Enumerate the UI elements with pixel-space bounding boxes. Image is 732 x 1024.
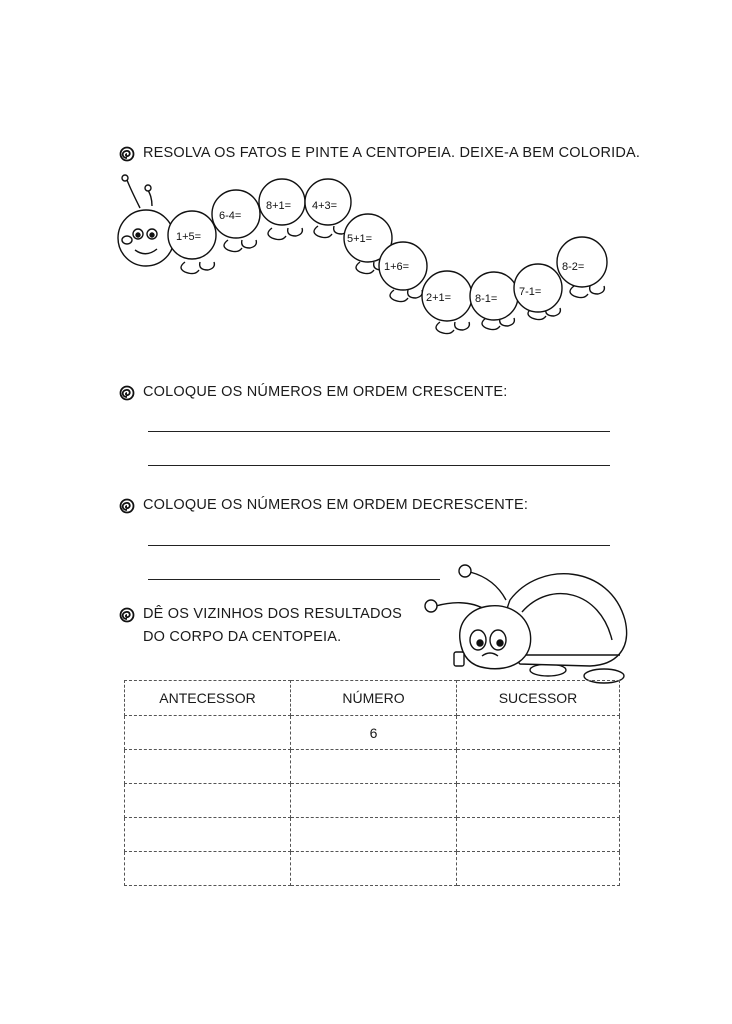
table-cell[interactable] bbox=[125, 852, 291, 886]
fact-text: 1+6= bbox=[384, 261, 410, 273]
fact-text: 8-2= bbox=[562, 261, 585, 273]
instruction-text bbox=[143, 603, 402, 649]
table-row bbox=[125, 750, 620, 784]
instruction-text: COLOQUE OS NÚMEROS EM ORDEM CRESCENTE: bbox=[143, 384, 508, 400]
table-cell[interactable]: 6 bbox=[291, 716, 457, 750]
table-cell[interactable] bbox=[457, 784, 620, 818]
fact-text: 8-1= bbox=[475, 293, 498, 305]
spiral-bullet-icon bbox=[118, 607, 136, 623]
instruction-line: DO CORPO DA CENTOPEIA. bbox=[143, 629, 342, 645]
table-cell[interactable] bbox=[125, 784, 291, 818]
table-cell[interactable] bbox=[457, 852, 620, 886]
table-cell[interactable] bbox=[125, 818, 291, 852]
table-cell[interactable] bbox=[125, 750, 291, 784]
instruction-3 bbox=[118, 498, 528, 517]
table-cell[interactable] bbox=[291, 784, 457, 818]
answer-line[interactable] bbox=[148, 579, 440, 580]
table-header-row bbox=[125, 681, 620, 716]
answer-line[interactable] bbox=[148, 545, 610, 546]
fact-text: 5+1= bbox=[347, 233, 373, 245]
table-cell[interactable] bbox=[291, 750, 457, 784]
table-cell[interactable] bbox=[125, 716, 291, 750]
table-row bbox=[125, 784, 620, 818]
neighbors-table bbox=[124, 680, 620, 886]
table-cell[interactable] bbox=[457, 716, 620, 750]
table-cell[interactable] bbox=[457, 818, 620, 852]
fact-text: 2+1= bbox=[426, 292, 452, 304]
spiral-bullet-icon bbox=[118, 385, 136, 401]
answer-line[interactable] bbox=[148, 465, 610, 466]
table-row bbox=[125, 818, 620, 852]
fact-text: 8+1= bbox=[266, 200, 292, 212]
table-row bbox=[125, 716, 620, 750]
instruction-text: RESOLVA OS FATOS E PINTE A CENTOPEIA. DEIXE-A BEM COLORIDA. bbox=[143, 145, 641, 161]
instruction-2 bbox=[118, 385, 508, 404]
table-cell[interactable] bbox=[291, 852, 457, 886]
beetle-illustration bbox=[425, 565, 627, 683]
table-cell[interactable] bbox=[457, 750, 620, 784]
fact-text: 4+3= bbox=[312, 200, 338, 212]
instruction-text: COLOQUE OS NÚMEROS EM ORDEM DECRESCENTE: bbox=[143, 497, 529, 513]
instruction-line: DÊ OS VIZINHOS DOS RESULTADOS bbox=[143, 606, 403, 622]
fact-text: 7-1= bbox=[519, 286, 542, 298]
instruction-4 bbox=[118, 607, 402, 649]
column-header-antecessor: ANTECESSOR bbox=[125, 681, 291, 716]
table-row bbox=[125, 852, 620, 886]
spiral-bullet-icon bbox=[118, 498, 136, 514]
column-header-numero: NÚMERO bbox=[291, 681, 457, 716]
column-header-sucessor: SUCESSOR bbox=[457, 681, 620, 716]
answer-line[interactable] bbox=[148, 431, 610, 432]
fact-text: 1+5= bbox=[176, 231, 202, 243]
fact-text: 6-4= bbox=[219, 210, 242, 222]
table-cell[interactable] bbox=[291, 818, 457, 852]
